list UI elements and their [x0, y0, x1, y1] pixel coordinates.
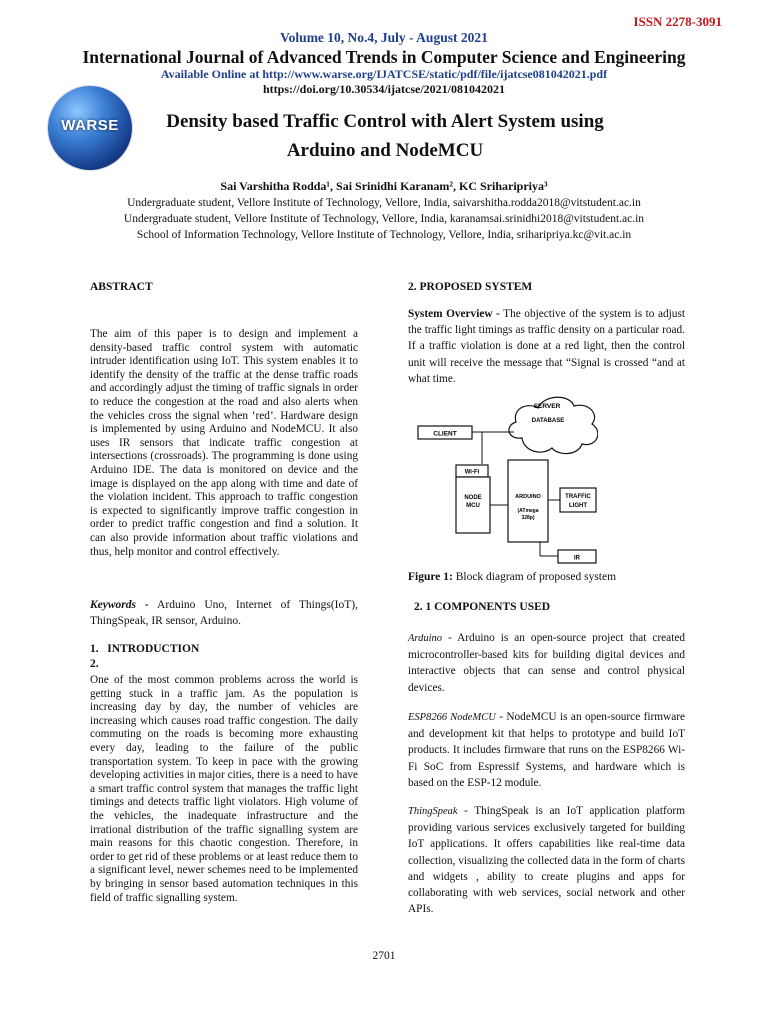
- nodemcu-paragraph: [408, 709, 685, 791]
- proposed-system-heading: 2. PROPOSED SYSTEM: [408, 281, 533, 293]
- figure-label: Figure 1:: [408, 571, 453, 583]
- affiliation-1: Undergraduate student, Vellore Institute of Technology, Vellore, India, saivarshitha.rodda2018@vitstudent.ac.in: [127, 197, 641, 209]
- system-overview-paragraph: [408, 306, 685, 387]
- traffic-label-1: TRAFFIC: [565, 494, 591, 500]
- client-label: CLIENT: [433, 430, 457, 438]
- atmega-label-2: 328p): [521, 515, 535, 521]
- abstract-body: The aim of this paper is to design and implement a density-based traffic control system with automatic intruder identification using IoT. This system enables it to identify the density of the traffic at the dense traffic roads and accordingly adjust the timing of traffic signals in order to reduce the congestion at the road and also alerts when the vehicles cross the signal when ‘red’. Hardware design is implemented by using Arduino and NodeMCU. It also uses IR sensors that indicate traffic congestion at intersections (crossroads). The programming is done using Arduino IDE. The data is monitored on device and the image is displayed on the app along with time and date of the violation incident. This approach to traffic congestion is expected to significantly improve traffic congestion in order to predict traffic congestion and find a solution. It can also provide information about traffic violations and thus, help monitor and control effectively.: [90, 328, 358, 558]
- traffic-label-2: LIGHT: [569, 503, 587, 509]
- nodemcu-text: - NodeMCU is an open-source firmware and development kit that helps to prototype and build IoT products. It includes firmware that runs on the ESP8266 Wi-Fi SoC from Espressif Systems, and hardware which is based on the ESP-12 module.: [408, 711, 686, 789]
- keywords-label: Keywords -: [90, 599, 149, 611]
- thingspeak-text: - ThingSpeak is an IoT application platform providing various services exclusively targeted for building IoT applications. It offers capabilities like real-time data collection, visualizing the collected data in the form of charts and widgets , ability to create plugins and apps for collaborating with web services, social network and other APIs.: [408, 805, 685, 916]
- author-list: Sai Varshitha Rodda¹, Sai Srinidhi Karanam², KC Sriharipriya³: [220, 179, 548, 193]
- affiliation-3: School of Information Technology, Vellore Institute of Technology, Vellore, India, sriharipriya.kc@vit.ac.in: [136, 229, 632, 241]
- server-label: SERVER: [533, 403, 561, 410]
- arduino-label: ARDUINO: [515, 494, 541, 500]
- logo-text: WARSE: [61, 117, 119, 134]
- arduino-term: Arduino: [408, 633, 443, 644]
- thingspeak-term: ThingSpeak: [408, 806, 458, 817]
- wifi-label: Wi-Fi: [464, 469, 480, 476]
- figure-caption: [408, 571, 685, 583]
- arduino-box: [508, 460, 548, 542]
- nodemcu-term: ESP8266 NodeMCU: [408, 712, 496, 723]
- paper-title: [120, 107, 650, 165]
- issn-label: ISSN 2278-3091: [633, 14, 722, 29]
- affiliation-2: Undergraduate student, Vellore Institute of Technology, Vellore, India, karanamsai.srinidhi2018@vitstudent.ac.in: [123, 213, 645, 225]
- intro-heading-text: INTRODUCTION: [107, 643, 200, 655]
- introduction-heading: [90, 643, 358, 655]
- thingspeak-paragraph: [408, 803, 685, 917]
- abstract-heading: ABSTRACT: [90, 281, 153, 293]
- title-line-1: Density based Traffic Control with Alert System using: [166, 111, 604, 132]
- keywords-paragraph: [90, 597, 358, 629]
- page-number: 2701: [372, 950, 396, 962]
- system-overview-label: System Overview -: [408, 308, 500, 320]
- intro-subnumber: 2.: [90, 658, 99, 670]
- keywords-text: Arduino Uno, Internet of Things(IoT), ThingSpeak, IR sensor, Arduino.: [90, 599, 358, 627]
- arduino-text: - Arduino is an open-source project that created microcontroller-based kits for building digital devices and interactive objects that can sense and control physical devices.: [408, 632, 685, 694]
- atmega-label-1: (ATmega: [517, 508, 539, 514]
- volume-line: Volume 10, No.4, July - August 2021: [280, 30, 488, 45]
- nodemcu-label-2: MCU: [466, 503, 480, 509]
- journal-title: International Journal of Advanced Trends in Computer Science and Engineering: [82, 47, 686, 67]
- system-overview-text: The objective of the system is to adjust the traffic light timings as traffic density on a particular road. If a traffic violation is done at a red light, then the control unit will receive the message that “Signal is crossed “and at what time.: [408, 308, 685, 385]
- nodemcu-label-1: NODE: [464, 495, 482, 501]
- intro-heading-number: 1.: [90, 643, 99, 655]
- database-label: DATABASE: [531, 418, 565, 424]
- doi-link[interactable]: https://doi.org/10.30534/ijatcse/2021/081042021: [263, 82, 505, 96]
- available-online-link[interactable]: Available Online at http://www.warse.org/IJATCSE/static/pdf/file/ijatcse081042021.pdf: [160, 67, 608, 81]
- arduino-paragraph: [408, 630, 685, 696]
- title-line-2: Arduino and NodeMCU: [286, 140, 484, 161]
- ir-label: IR: [574, 555, 580, 562]
- block-diagram: [412, 388, 598, 566]
- figure-caption-text: Block diagram of proposed system: [452, 571, 617, 583]
- components-heading: 2. 1 COMPONENTS USED: [414, 601, 551, 613]
- introduction-body: One of the most common problems across the world is getting stuck in a traffic jam. As the population is increasing day by day, the number of vehicles are increasing which causes road traffic congestion. The daily commuting on the roads is becoming more exhausting every day, leading to the failure of the public transportation system. To keep in pace with the growing developing activities in major cities, there is a need to have a smart traffic control system that manages the traffic light timings and detects traffic light violators. High volume of the vehicles, the inadequate infrastructure and the irrational distribution of the traffic signalling system are main reasons for this chaotic congestion. Therefore, in order to get rid of these problems or at least reduce them to a significant level, newer schemes need to be implemented by bringing in sensor based automation techniques in this field of traffic signalling system.: [90, 674, 358, 904]
